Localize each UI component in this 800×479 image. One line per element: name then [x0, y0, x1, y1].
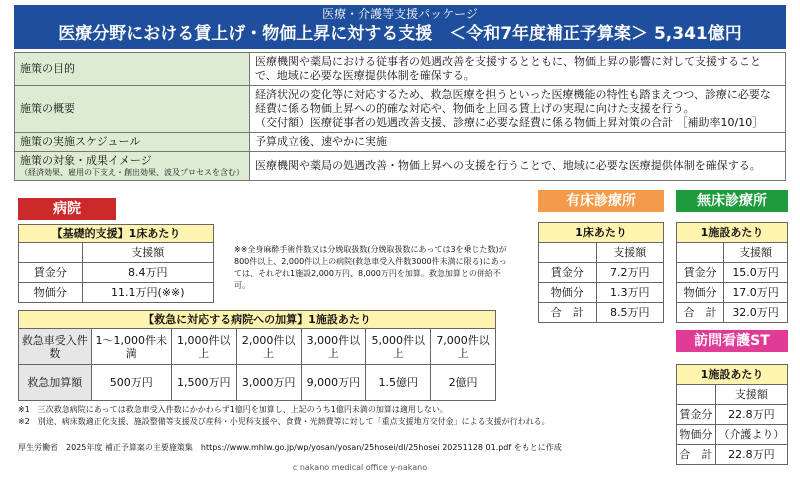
homecare-title: 1施設あたり	[677, 365, 788, 385]
emergency-band: 1,000件以上	[171, 329, 236, 365]
policy-text: 医療機関や薬局における従事者の処遇改善を支援するとともに、物価上昇の影響に対して支援すること で、地域に必要な医療提供体制を確保する。	[250, 53, 786, 86]
emergency-band: 1～1,000件未満	[91, 329, 171, 365]
row-label: 物価分	[539, 283, 597, 303]
row-value: 11.1万円(※※)	[82, 283, 213, 303]
col-header: 支援額	[724, 243, 788, 263]
copyright: c nakano medical office y-nakano	[292, 463, 428, 472]
emergency-amount: 2億円	[431, 365, 496, 401]
header-subtitle: 医療・介護等支援パッケージ	[322, 7, 478, 21]
policy-row-target	[15, 152, 786, 181]
homecare-badge: 訪問看護ST	[676, 330, 788, 352]
col-header: 支援額	[596, 243, 663, 263]
row-value: 8.4万円	[82, 263, 213, 283]
row-value: 22.8万円	[715, 405, 787, 425]
row-label: 合 計	[677, 303, 724, 323]
row-value: 22.8万円	[715, 445, 787, 465]
musho-badge: 無床診療所	[676, 190, 788, 212]
footnote-1: ※1 三次救急病院にあっては救急車受入件数にかかわらず1億円を加算し、上記のうち1億円未満の加算は適用しない。	[18, 405, 448, 414]
row-label: 合 計	[677, 445, 716, 465]
hospital-badge: 病院	[18, 198, 116, 220]
row-value: 8.5万円	[596, 303, 663, 323]
policy-row-overview	[15, 86, 786, 133]
musho-table	[676, 222, 788, 323]
emergency-amount: 9,000万円	[301, 365, 366, 401]
emergency-table	[18, 310, 496, 401]
row-value: （介護より）	[715, 425, 787, 445]
policy-table	[14, 52, 786, 181]
policy-text-cell	[250, 86, 786, 133]
row-label: 物価分	[677, 283, 724, 303]
policy-label: 施策の対象・成果イメージ	[20, 154, 152, 167]
blank-cell	[677, 385, 716, 405]
emergency-band: 2,000件以上	[236, 329, 301, 365]
row-value: 17.0万円	[724, 283, 788, 303]
yusho-table	[538, 222, 664, 323]
blank-cell	[539, 243, 597, 263]
row-value: 1.3万円	[596, 283, 663, 303]
row-label: 物価分	[19, 283, 83, 303]
policy-text-grant: （交付額）医療従事者の処遇改善支援、診療に必要な経費に係る物価上昇対策の合計 ［補助率10/10］	[255, 116, 764, 129]
emergency-band: 5,000件以上	[366, 329, 431, 365]
emergency-band: 7,000件以上	[431, 329, 496, 365]
yusho-badge: 有床診療所	[538, 190, 664, 212]
hospital-basic-title: 【基礎的支援】1床あたり	[19, 225, 214, 243]
row-value: 15.0万円	[724, 263, 788, 283]
emergency-amount: 1,500万円	[171, 365, 236, 401]
blank-cell	[677, 243, 724, 263]
hospital-note: ※※全身麻酔手術件数又は分娩取扱数(分娩取扱数にあっては3を乗じた数)が800件以上、2,000件以上の病院(救急車受入件数3000件未満に限る)にあっては、それぞれ1施設2,000万円、8,000万円を加算。救急加算との併給不可。	[234, 245, 507, 290]
col-header: 支援額	[82, 243, 213, 263]
policy-label: 施策の実施スケジュール	[15, 133, 250, 152]
policy-label: 施策の概要	[15, 86, 250, 133]
policy-text: 医療機関や薬局の処遇改善・物価上昇への支援を行うことで、地域に必要な医療提供体制を確保する。	[250, 152, 786, 181]
emergency-band: 3,000件以上	[301, 329, 366, 365]
emergency-amount: 500万円	[91, 365, 171, 401]
source-citation: 厚生労働省 2025年度 補正予算案の主要施策集 https://www.mhlw.go.jp/wp/yosan/yosan/25hosei/dl/25hosei 20251128 01.pdf をもとに作成	[18, 443, 562, 452]
blank-cell	[19, 243, 83, 263]
row-label: 賃金分	[19, 263, 83, 283]
footnote-2: ※2 別途、病床数適正化支援、施設整備等支援及び産科・小児科支援や、食費・光熱費等に対して「重点支援地方交付金」による支援が行われる。	[18, 417, 550, 426]
policy-label-note: （経済効果、雇用の下支え・創出効果、波及プロセスを含む）	[20, 168, 244, 177]
policy-label: 施策の目的	[15, 53, 250, 86]
row-label: 合 計	[539, 303, 597, 323]
row-value: 7.2万円	[596, 263, 663, 283]
musho-title: 1施設あたり	[677, 223, 788, 243]
policy-row-schedule	[15, 133, 786, 152]
emergency-title: 【救急に対応する病院への加算】1施設あたり	[19, 311, 496, 329]
emergency-amount: 3,000万円	[236, 365, 301, 401]
page-header	[14, 5, 786, 49]
row-value: 32.0万円	[724, 303, 788, 323]
emergency-amount-label: 救急加算額	[19, 365, 92, 401]
homecare-table	[676, 364, 788, 465]
header-title: 医療分野における賃上げ・物価上昇に対する支援 ＜令和7年度補正予算案＞ 5,341億円	[58, 24, 742, 44]
row-label: 賃金分	[677, 405, 716, 425]
row-label: 賃金分	[539, 263, 597, 283]
emergency-header-label: 救急車受入件数	[19, 329, 92, 365]
hospital-basic-table	[18, 224, 214, 303]
emergency-amount: 1.5億円	[366, 365, 431, 401]
policy-text: 経済状況の変化等に対応するため、救急医療を担うといった医療機能の特性も踏まえつつ、診療に必要な経費に係る物価上昇への的確な対応や、物価を上回る賃上げの実現に向けた支援を行う。	[255, 88, 771, 115]
policy-row-purpose	[15, 53, 786, 86]
policy-label-cell	[15, 152, 250, 181]
row-label: 物価分	[677, 425, 716, 445]
yusho-title: 1床あたり	[539, 223, 664, 243]
policy-text: 予算成立後、速やかに実施	[250, 133, 786, 152]
col-header: 支援額	[715, 385, 787, 405]
row-label: 賃金分	[677, 263, 724, 283]
